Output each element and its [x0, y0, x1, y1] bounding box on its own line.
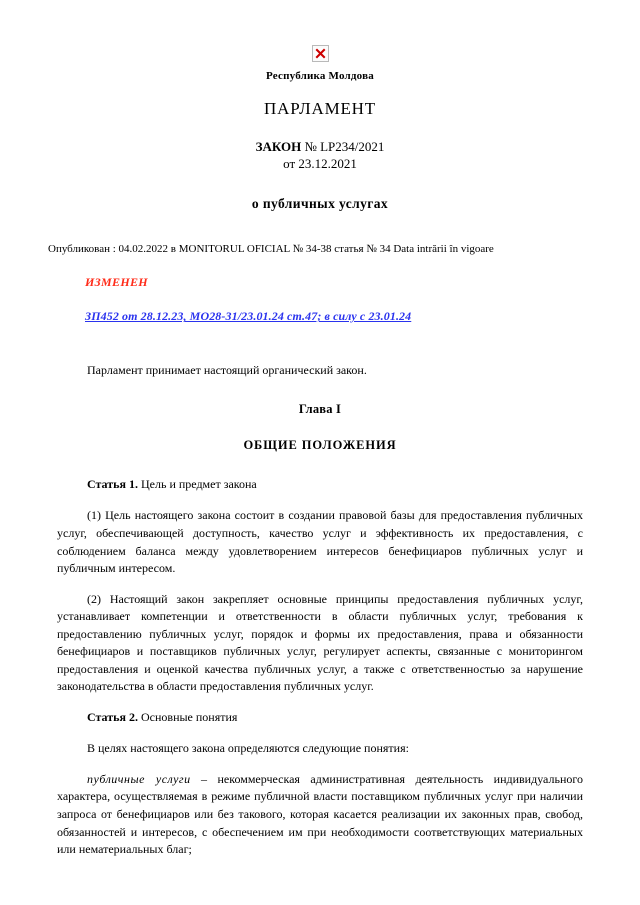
- page-title: о публичных услугах: [251, 196, 389, 211]
- chapter-title: ОБЩИЕ ПОЛОЖЕНИЯ: [243, 437, 397, 452]
- document-body: [0, 362, 640, 858]
- definition-text: – некоммерческая административная деятельность индивидуального характера, осуществляемая в режиме публичной власти поставщиком публичных услуг при наличии запроса от бенефициаров или без такового, которая касается реализации их законных прав, свобод, обязанностей и интересов, с обеспечением им при необходимости соответствующих материальных или нематериальных благ;: [57, 771, 583, 857]
- article-1-title: Цель и предмет закона: [137, 476, 257, 491]
- amendment-link[interactable]: ЗП452 от 28.12.23, МО28-31/23.01.24 ст.47; в силу с 23.01.24: [85, 309, 412, 324]
- law-number-value: № LP234/2021: [301, 139, 385, 154]
- broken-image-icon: [312, 45, 329, 62]
- status-badge: ИЗМЕНЕН: [85, 275, 148, 290]
- law-date: от 23.12.2021: [283, 156, 357, 171]
- chapter-label: Глава I: [298, 401, 342, 416]
- document-masthead: [0, 0, 640, 212]
- article-1-paragraph-1: (1) Цель настоящего закона состоит в создании правовой базы для предоставления публичных услуг, обеспечивающей доступность, качество услуг и эффективность их предоставления, с соблюдением баланса между удовлетворением интересов бенефициаров публичных услуг и публичным интересом.: [57, 508, 583, 576]
- article-2-definition: [57, 771, 583, 859]
- law-label: ЗАКОН: [255, 139, 302, 154]
- article-2-intro: В целях настоящего закона определяются следующие понятия:: [87, 741, 409, 756]
- institution-name: ПАРЛАМЕНТ: [264, 99, 376, 118]
- publication-info: Опубликован : 04.02.2022 в MONITORUL OFICIAL № 34-38 статья № 34 Data intrării în vigoare: [48, 243, 494, 255]
- amendment-link-row: [0, 309, 640, 324]
- article-1-paragraph-2: (2) Настоящий закон закрепляет основные принципы предоставления публичных услуг, устанавливает компетенции и ответственности в области публичных услуг, требования к предоставлению публичных услуг, порядок и формы их предоставления, права и обязанности бенефициаров и поставщиков публичных услуг, регулирует аспекты, связанные с мониторингом предоставления и оценкой качества публичных услуг, а также с ответственностью за нарушение законодательства в области предоставления публичных услуг.: [57, 591, 583, 694]
- article-1-heading: [57, 476, 583, 493]
- state-name: Республика Молдова: [266, 70, 374, 82]
- article-2-title: Основные понятия: [137, 709, 238, 724]
- article-1-number: Статья 1.: [87, 476, 138, 491]
- article-2-number: Статья 2.: [87, 709, 138, 724]
- article-2-heading: [57, 709, 583, 726]
- preamble-paragraph: Парламент принимает настоящий органический закон.: [87, 363, 367, 378]
- definition-term: публичные услуги: [87, 771, 191, 786]
- law-number-line: [0, 139, 640, 155]
